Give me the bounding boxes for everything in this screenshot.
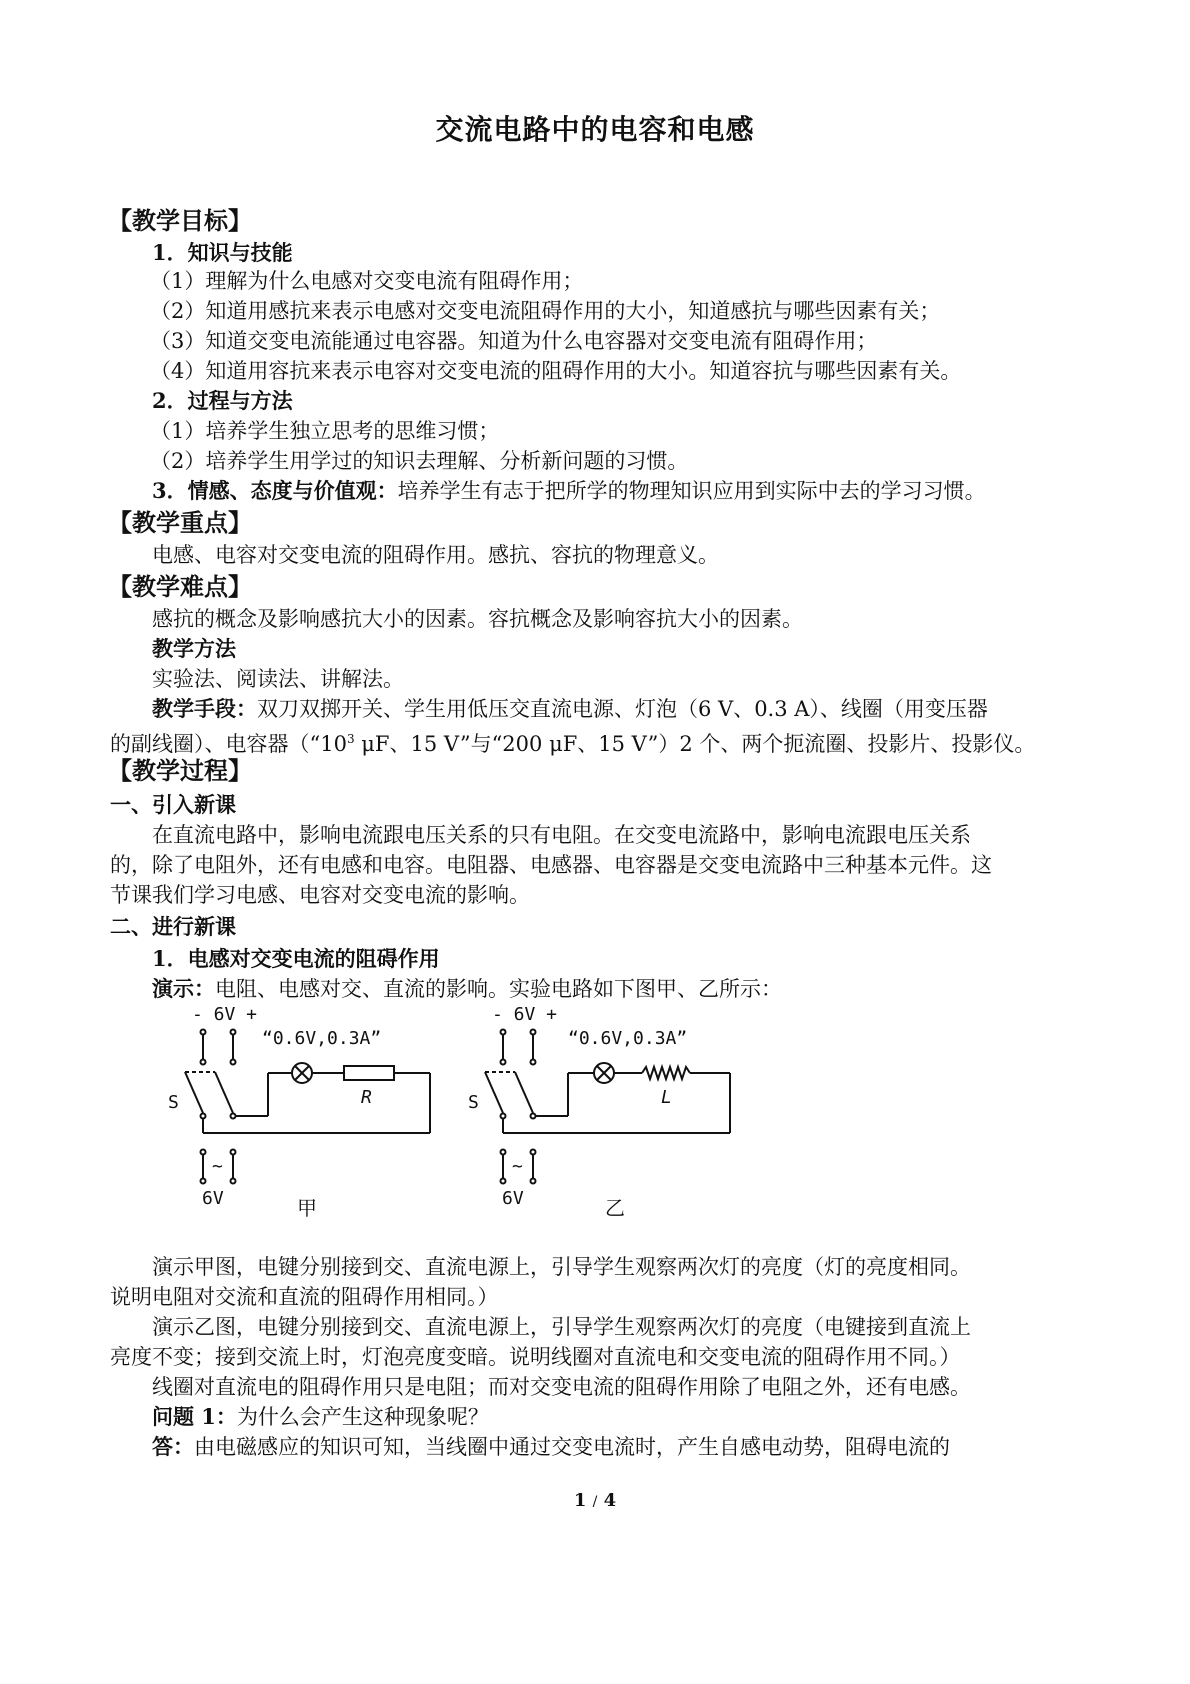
analysis-1-line-1: 演示甲图，电键分别接到交、直流电源上，引导学生观察两次灯的亮度（灯的亮度相同。 [152, 1255, 971, 1279]
circuit-b-dc-label: - 6V + [492, 1004, 558, 1025]
page-number [0, 1490, 1190, 1511]
question-1-text: 为什么会产生这种现象呢？ [236, 1405, 489, 1429]
circuit-b-bulb-label: “0.6V,0.3A” [568, 1028, 688, 1049]
page-title: 交流电路中的电容和电感 [435, 113, 755, 146]
goal-3-text: 培养学生有志于把所学的物理知识应用到实际中去的学习习惯。 [397, 479, 986, 503]
question-1-label: 问题 1： [152, 1404, 237, 1429]
key-points-text: 电感、电容对交变电流的阻碍作用。感抗、容抗的物理意义。 [152, 543, 719, 567]
circuit-a-caption: 甲 [297, 1196, 317, 1220]
difficulty-text: 感抗的概念及影响感抗大小的因素。容抗概念及影响容抗大小的因素。 [152, 607, 803, 631]
answer-label: 答： [152, 1434, 194, 1459]
circuit-a-switch-label: S [168, 1092, 179, 1113]
tools-line-1 [152, 694, 1132, 724]
goal-2-item-1: （1）培养学生独立思考的思维习惯； [150, 419, 500, 443]
part-1-line-2: 的，除了电阻外，还有电感和电容。电阻器、电感器、电容器是交变电流路中三种基本元件。这 [110, 853, 992, 877]
section-heading-process: 【教学过程】 [108, 756, 252, 785]
circuit-a-bulb-label: “0.6V,0.3A” [262, 1028, 382, 1049]
tools-text-1: 双刀双掷开关、学生用低压交直流电源、灯泡（6 V、0.3 A）、线圈（用变压器 [257, 697, 988, 721]
demo-text: 电阻、电感对交、直流的影响。实验电路如下图甲、乙所示： [215, 977, 782, 1001]
circuit-a-ac-label: 6V [202, 1188, 224, 1209]
part-2-subheading: 1．电感对交变电流的阻碍作用 [152, 946, 440, 971]
analysis-2-line-1: 演示乙图，电键分别接到交、直流电源上，引导学生观察两次灯的亮度（电键接到直流上 [152, 1315, 971, 1339]
question-1 [152, 1402, 1132, 1432]
page-current: 1 [573, 1490, 587, 1511]
circuit-b-ac-label: 6V [502, 1188, 524, 1209]
goal-1-item-4: （4）知道用容抗来表示电容对交变电流的阻碍作用的大小。知道容抗与哪些因素有关。 [150, 359, 962, 383]
page-total: 4 [603, 1490, 617, 1511]
circuit-b-switch-label: S [468, 1092, 479, 1113]
section-heading-difficulty: 【教学难点】 [108, 572, 252, 601]
circuit-a-dc-label: - 6V + [192, 1004, 258, 1025]
goal-3-line [152, 476, 1132, 506]
circuit-diagrams [0, 1000, 1190, 1240]
tools-superscript: 3 [346, 732, 355, 746]
part-2-heading: 二、进行新课 [110, 914, 236, 939]
analysis-1-line-2: 说明电阻对交流和直流的阻碍作用相同。） [110, 1285, 499, 1309]
circuit-b-caption: 乙 [605, 1196, 625, 1220]
goal-2-heading: 2．过程与方法 [152, 388, 293, 413]
tools-line-2 [110, 724, 1090, 759]
section-heading-key: 【教学重点】 [108, 508, 252, 537]
part-1-line-3: 节课我们学习电感、电容对交变电流的影响。 [110, 883, 530, 907]
page-separator: / [592, 1494, 598, 1510]
analysis-3: 线圈对直流电的阻碍作用只是电阻；而对交变电流的阻碍作用除了电阻之外，还有电感。 [152, 1375, 971, 1399]
goal-3-label: 3．情感、态度与价值观： [152, 478, 398, 503]
tools-text-2a: 的副线圈）、电容器（“10 [110, 732, 347, 756]
answer-text: 由电磁感应的知识可知，当线圈中通过交变电流时，产生自感电动势，阻碍电流的 [194, 1435, 950, 1459]
method-text: 实验法、阅读法、讲解法。 [152, 667, 404, 691]
goal-1-item-1: （1）理解为什么电感对交变电流有阻碍作用； [150, 269, 584, 293]
circuit-a-ac-symbol: ~ [212, 1156, 223, 1177]
tools-label: 教学手段： [152, 696, 257, 721]
goal-1-heading: 1．知识与技能 [152, 240, 293, 265]
circuit-a-resistor-label: R [361, 1087, 372, 1108]
goal-1-item-3: （3）知道交变电流能通过电容器。知道为什么电容器对交变电流有阻碍作用； [150, 329, 878, 353]
demo-label: 演示： [152, 976, 215, 1001]
circuit-b-inductor-label: L [661, 1087, 672, 1108]
analysis-2-line-2: 亮度不变；接到交流上时，灯泡亮度变暗。说明线圈对直流电和交变电流的阻碍作用不同。） [110, 1345, 961, 1369]
answer-1 [152, 1432, 1132, 1462]
part-1-heading: 一、引入新课 [110, 792, 236, 817]
goal-1-item-2: （2）知道用感抗来表示电感对交变电流阻碍作用的大小，知道感抗与哪些因素有关； [150, 299, 941, 323]
part-1-line-1: 在直流电路中，影响电流跟电压关系的只有电阻。在交变电流路中，影响电流跟电压关系 [152, 823, 971, 847]
goal-2-item-2: （2）培养学生用学过的知识去理解、分析新问题的习惯。 [150, 449, 689, 473]
circuit-b-ac-symbol: ~ [512, 1156, 523, 1177]
section-heading-goals: 【教学目标】 [108, 206, 252, 235]
method-heading: 教学方法 [152, 636, 236, 661]
tools-text-2b: μF、15 V”与“200 μF、15 V”）2 个、两个扼流圈、投影片、投影仪。 [354, 732, 1036, 756]
